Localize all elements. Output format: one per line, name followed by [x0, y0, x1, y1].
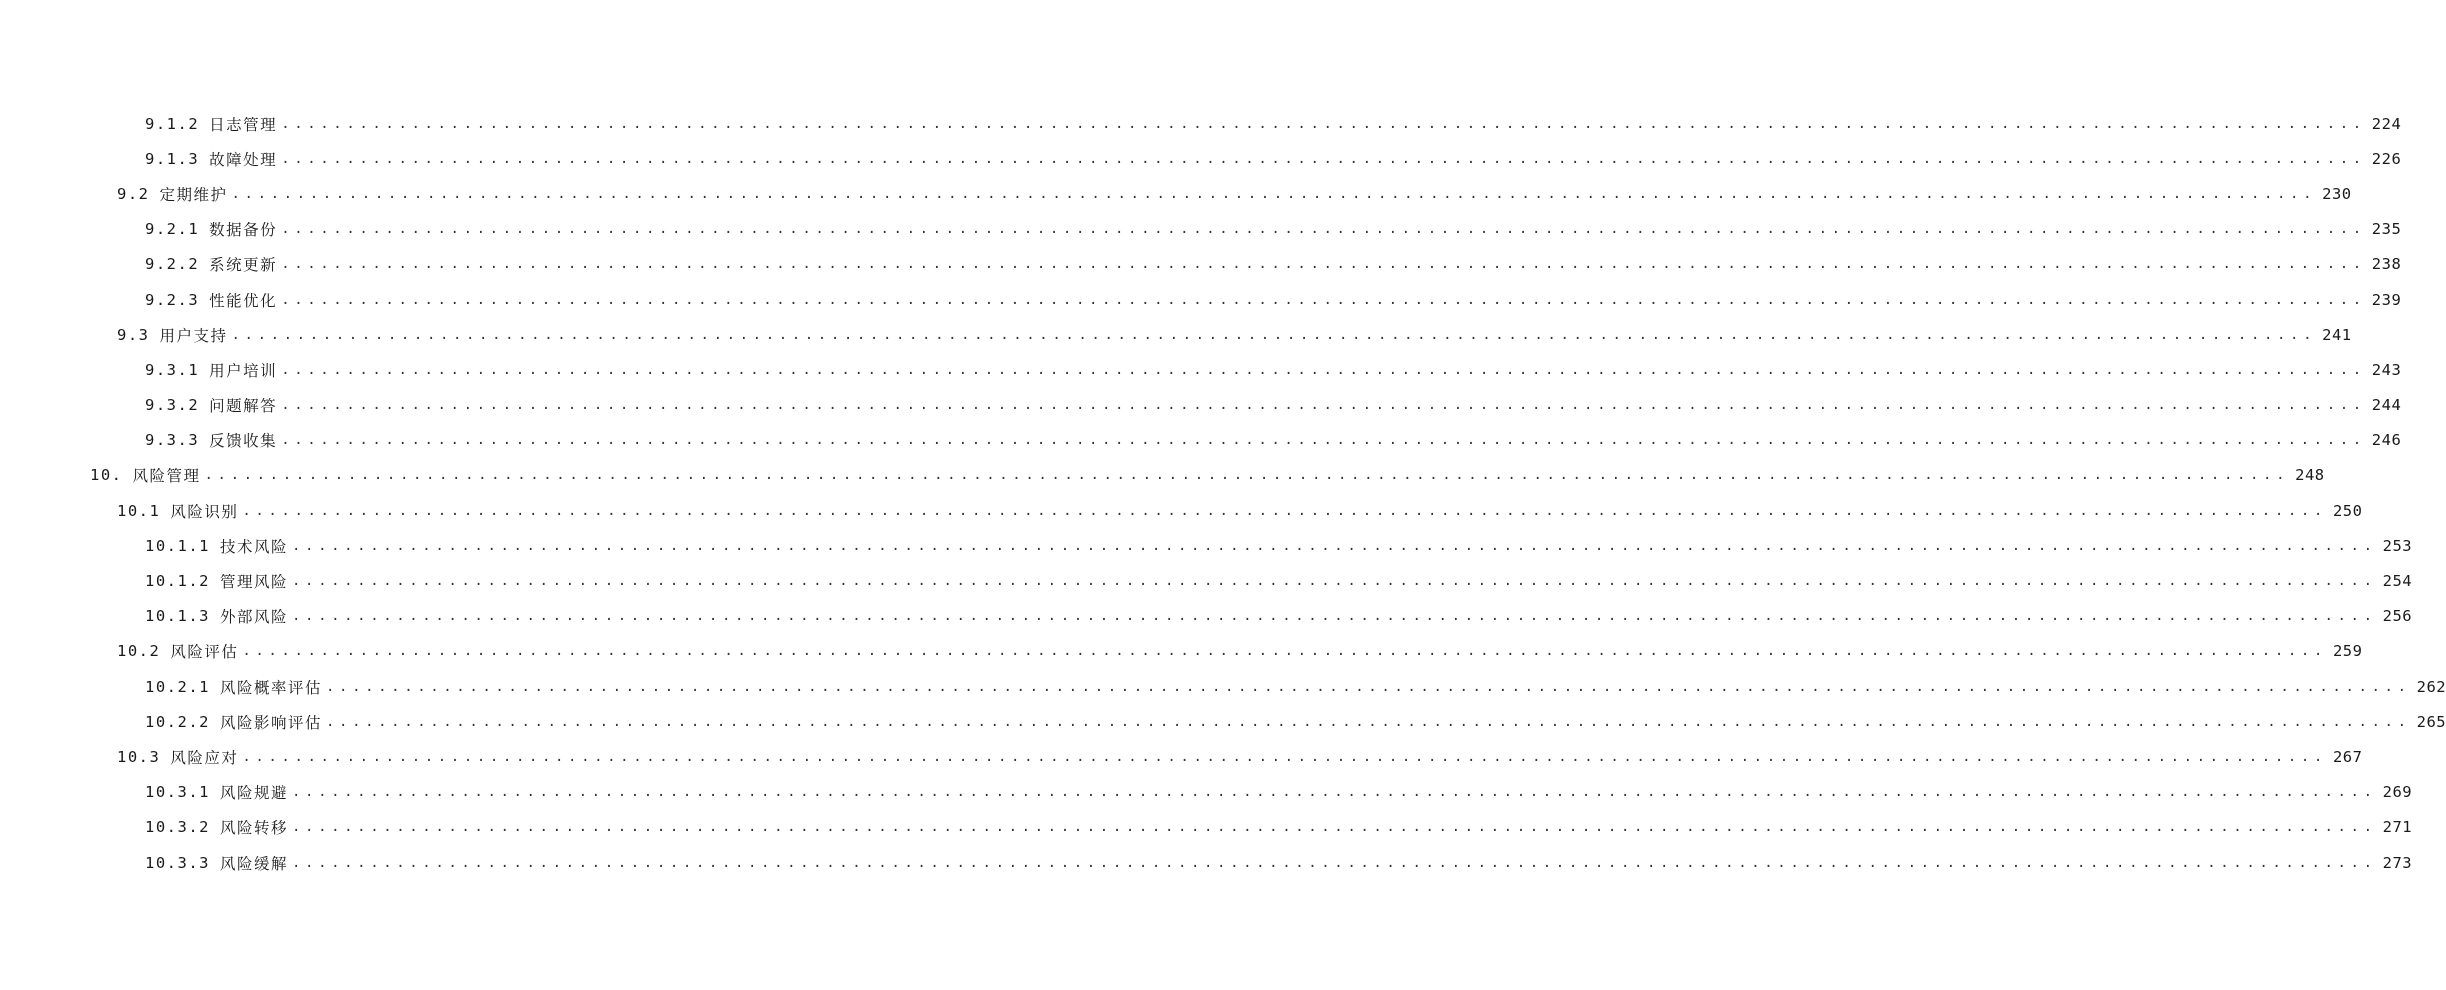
dot-leader: ................................................................................................................................................................	[242, 502, 2327, 519]
toc-entry[interactable]	[0, 176, 2352, 211]
toc-entry-number: 10.2	[117, 642, 161, 661]
toc-entry-title: 风险影响评估	[220, 713, 323, 732]
toc-entry-title: 定期维护	[159, 185, 228, 204]
toc-entry-number: 10.3.3	[145, 853, 210, 872]
dot-leader: ................................................................................................................................................................	[292, 608, 2377, 625]
toc-entry-title: 系统更新	[209, 256, 278, 275]
toc-entry-page-number: 224	[2371, 114, 2402, 133]
toc-entry-title: 外部风险	[220, 608, 289, 627]
toc-entry[interactable]	[0, 282, 2402, 317]
toc-entry-page-number: 239	[2371, 290, 2402, 309]
toc-entry-page-number: 269	[2382, 783, 2413, 802]
dot-leader: ................................................................................................................................................................	[281, 291, 2366, 308]
toc-entry-page-number: 238	[2371, 255, 2402, 274]
toc-entry-page-number: 243	[2371, 360, 2402, 379]
dot-leader: ................................................................................................................................................................	[326, 713, 2411, 730]
toc-entry-title: 风险识别	[170, 502, 239, 521]
toc-entry-number: 10.2.2	[145, 712, 210, 731]
dot-leader: ................................................................................................................................................................	[231, 185, 2317, 202]
dot-leader: ................................................................................................................................................................	[292, 573, 2377, 590]
toc-entry-title: 风险评估	[170, 643, 239, 662]
toc-entry-title: 反馈收集	[209, 432, 278, 451]
toc-entry-number: 9.1.3	[145, 149, 200, 168]
dot-leader: ................................................................................................................................................................	[281, 115, 2366, 132]
toc-entry-page-number: 271	[2382, 818, 2413, 837]
toc-entry[interactable]	[0, 212, 2402, 247]
toc-entry-number: 9.3.1	[145, 360, 200, 379]
toc-entry-title: 性能优化	[209, 291, 278, 310]
toc-entry-page-number: 265	[2416, 712, 2446, 731]
toc-entry[interactable]	[0, 106, 2402, 141]
toc-entry[interactable]	[0, 810, 2413, 845]
toc-entry-title: 风险转移	[220, 819, 289, 838]
dot-leader: ................................................................................................................................................................	[231, 326, 2317, 343]
toc-entry-page-number: 235	[2371, 220, 2402, 239]
toc-entry[interactable]	[0, 599, 2413, 634]
dot-leader: ................................................................................................................................................................	[281, 361, 2366, 378]
toc-entry-number: 10.1.2	[145, 572, 210, 591]
toc-entry-number: 10.1.3	[145, 607, 210, 626]
toc-entry-title: 风险概率评估	[220, 678, 323, 697]
toc-entry-number: 10.2.1	[145, 677, 210, 696]
toc-entry[interactable]	[0, 563, 2413, 598]
toc-entry-page-number: 241	[2322, 325, 2352, 344]
toc-entry-title: 管理风险	[220, 573, 289, 592]
dot-leader: ................................................................................................................................................................	[292, 819, 2377, 836]
toc-entry-number: 10.	[90, 466, 123, 485]
toc-entry-page-number: 248	[2295, 466, 2325, 485]
toc-entry-number: 9.3.2	[145, 396, 200, 415]
toc-entry-page-number: 256	[2382, 607, 2413, 626]
toc-entry-number: 10.3.2	[145, 818, 210, 837]
toc-entry-page-number: 226	[2371, 149, 2402, 168]
dot-leader: ................................................................................................................................................................	[281, 397, 2366, 414]
dot-leader: ................................................................................................................................................................	[326, 678, 2411, 695]
dot-leader: ................................................................................................................................................................	[281, 256, 2366, 273]
toc-entry-title: 用户支持	[159, 326, 228, 345]
dot-leader: ................................................................................................................................................................	[281, 432, 2366, 449]
toc-entry[interactable]	[0, 141, 2402, 176]
toc-entry-page-number: 259	[2332, 642, 2363, 661]
toc-entry-number: 10.1.1	[145, 536, 210, 555]
toc-entry-number: 10.1	[117, 501, 161, 520]
toc-entry[interactable]	[0, 739, 2363, 774]
toc-entry-title: 风险管理	[132, 467, 201, 486]
toc-entry-page-number: 273	[2382, 853, 2413, 872]
toc-entry-number: 10.3	[117, 747, 161, 766]
dot-leader: ................................................................................................................................................................	[292, 854, 2377, 871]
toc-entry[interactable]	[0, 247, 2402, 282]
dot-leader: ................................................................................................................................................................	[204, 467, 2290, 484]
toc-entry-page-number: 244	[2371, 396, 2402, 415]
toc-entry-title: 技术风险	[220, 537, 289, 556]
dot-leader: ................................................................................................................................................................	[242, 643, 2327, 660]
toc-entry-number: 9.3.3	[145, 431, 200, 450]
toc-entry-number: 9.2.2	[145, 255, 200, 274]
toc-entry-number: 9.1.2	[145, 114, 200, 133]
dot-leader: ................................................................................................................................................................	[292, 537, 2377, 554]
toc-entry[interactable]	[0, 704, 2446, 739]
toc-entry-title: 问题解答	[209, 397, 278, 416]
toc-entry-title: 风险规避	[220, 784, 289, 803]
toc-entry-title: 风险缓解	[220, 854, 289, 873]
dot-leader: ................................................................................................................................................................	[242, 748, 2327, 765]
toc-entry-number: 9.2.3	[145, 290, 200, 309]
toc-entry-page-number: 267	[2332, 747, 2363, 766]
toc-entry[interactable]	[0, 845, 2413, 880]
toc-entry-page-number: 262	[2416, 677, 2446, 696]
dot-leader: ................................................................................................................................................................	[281, 221, 2366, 238]
toc-entry[interactable]	[0, 458, 2325, 493]
toc-entry-number: 9.2	[117, 184, 150, 203]
toc-entry-title: 用户培训	[209, 361, 278, 380]
toc-entry[interactable]	[0, 388, 2402, 423]
toc-entry[interactable]	[0, 423, 2402, 458]
toc-entry-title: 数据备份	[209, 221, 278, 240]
toc-entry-page-number: 246	[2371, 431, 2402, 450]
toc-entry-title: 故障处理	[209, 150, 278, 169]
toc-entry-page-number: 253	[2382, 536, 2413, 555]
toc-entry-page-number: 254	[2382, 572, 2413, 591]
toc-entry[interactable]	[0, 317, 2352, 352]
toc-entry[interactable]	[0, 493, 2363, 528]
toc-entry[interactable]	[0, 634, 2363, 669]
toc-entry[interactable]	[0, 775, 2413, 810]
toc-entry-number: 10.3.1	[145, 783, 210, 802]
toc-entry-page-number: 230	[2322, 184, 2352, 203]
toc-entry-page-number: 250	[2332, 501, 2363, 520]
toc-entry-number: 9.3	[117, 325, 150, 344]
table-of-contents	[0, 106, 2446, 880]
toc-entry[interactable]	[0, 528, 2413, 563]
toc-entry[interactable]	[0, 352, 2402, 387]
dot-leader: ................................................................................................................................................................	[292, 784, 2377, 801]
toc-entry[interactable]	[0, 669, 2446, 704]
toc-entry-number: 9.2.1	[145, 220, 200, 239]
toc-entry-title: 日志管理	[209, 115, 278, 134]
dot-leader: ................................................................................................................................................................	[281, 150, 2366, 167]
toc-entry-title: 风险应对	[170, 748, 239, 767]
